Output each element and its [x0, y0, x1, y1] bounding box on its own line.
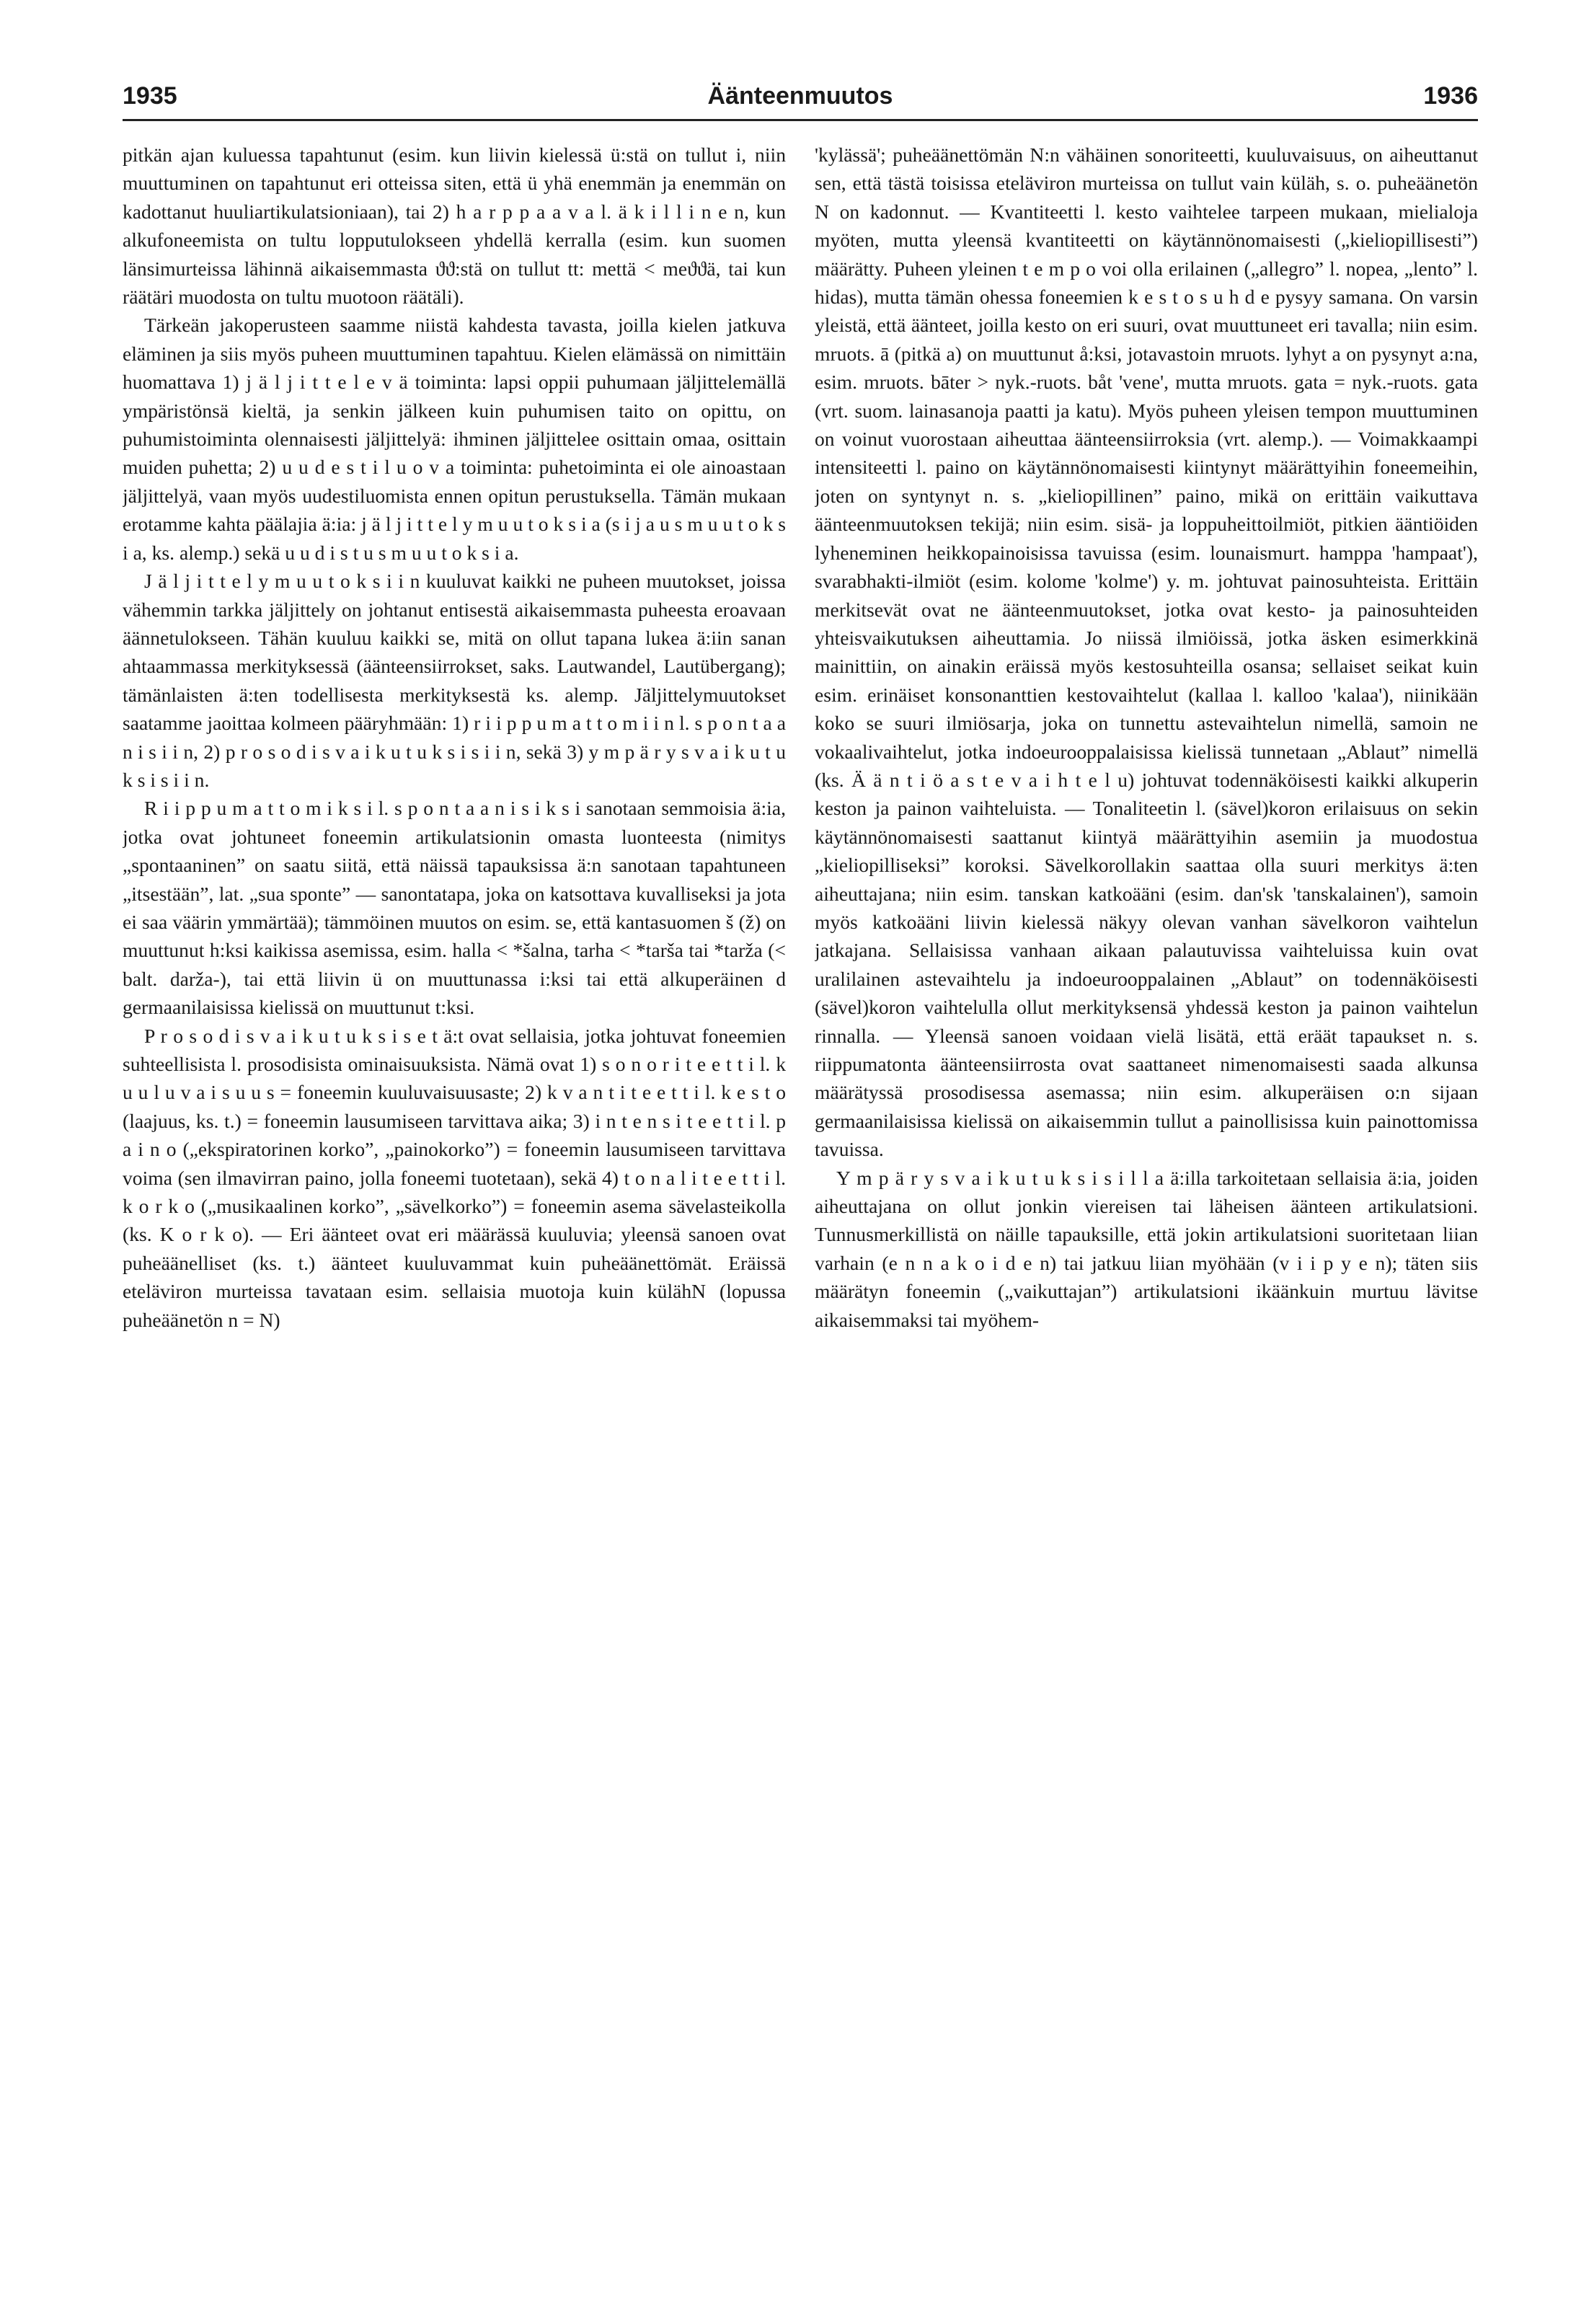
paragraph: R i i p p u m a t t o m i k s i l. s p o n t a a n i s i k s i sanotaan semmoisia ä:ia, jotka ovat johtuneet foneemin artikulatsionin omasta luonteesta (nimitys „spontaaninen” on saatu siitä, että näissä tapauksissa ä:n sanotaan tapahtuneen „itsestään”, lat. „sua sponte” — sanontatapa, joka on katsottava kuvalliseksi ja jota ei saa väärin ymmärtää); tämmöinen muutos on esim. se, että kantasuomen š (ž) on muuttunut h:ksi kaikissa asemissa, esim. halla < *šalna, tarha < *tarša tai *tarža (< balt. darža-), tai että liivin ü on muuttunassa i:ksi tai että alkuperäinen d germaanilaisissa kielissä on muuttunut t:ksi. — [123, 797, 786, 1019]
paragraph: Tärkeän jakoperusteen saamme niistä kahdesta tavasta, joilla kielen jatkuva eläminen ja siis myös puheen muuttuminen tapahtuu. Kielen elämässä on nimittäin huomattava 1) j ä l j i t t e l e v ä toiminta: lapsi oppii puhumaan jäljittelemällä ympäristönsä kieltä, ja senkin jälkeen kuin puhumisen taito on opittu, on puhumistoiminta olennaisesti jäljittelyä: ihminen jäljittelee osittain omaa, osittain muiden puhetta; 2) u u d e s t i l u o v a toiminta: puhetoiminta ei ole ainoastaan jäljittelyä, vaan myös uudestiluomista ennen opitun perustuksella. Tämän mukaan erotamme kahta päälajia ä:ia: j ä l j i t t e l y m u u t o k s i a (s i j a u s m u u t o k s i a, ks. alemp.) sekä u u d i s t u s m u u t o k s i a. — [123, 314, 786, 564]
page-header — [123, 82, 1478, 124]
header-rule — [123, 119, 1478, 121]
left-column — [123, 141, 786, 2297]
page-number-left: 1935 — [123, 82, 177, 110]
entry-title: Äänteenmuutos — [707, 82, 893, 110]
paragraph: J ä l j i t t e l y m u u t o k s i i n kuuluvat kaikki ne puheen muutokset, joissa vähemmin tarkka jäljittely on johtanut entisestä aikaisemmasta puheesta eroavaan äännetulokseen. Tähän kuuluu kaikki se, mitä on ollut tapana lukea ä:iin sanan ahtaammassa merkityksessä (äänteensiirrokset, saks. Lautwandel, Lautübergang); tämänlaisten ä:ten todellisesta merkityksestä ks. alemp. Jäljittelymuutokset saatamme jaoittaa kolmeen pääryhmään: 1) r i i p p u m a t t o m i i n l. s p o n t a a n i s i i n, 2) p r o s o d i s v a i k u t u k s i s i i n, sekä 3) y m p ä r y s v a i k u t u k s i s i i n. — [123, 570, 786, 791]
paragraph: P r o s o d i s v a i k u t u k s i s e t ä:t ovat sellaisia, jotka johtuvat foneemien suhteellisista l. prosodisista ominaisuuksista. Nämä ovat 1) s o n o r i t e e t t i l. k u u l u v a i s u u s = foneemin kuuluvaisuusaste; 2) k v a n t i t e e t t i l. k e s t o (laajuus, ks. t.) = foneemin lausumiseen tarvittava aika; 3) i n t e n s i t e e t t i l. p a i n o („ekspiratorinen korko”, „painokorko”) = foneemin lausumiseen tarvittava voima (sen ilmavirran paino, jolla foneemi tuotetaan), sekä 4) t o n a l i t e e t t i l. k o r k o („musikaalinen korko”, „sävelkorko”) = foneemin asema sävelasteikolla (ks. K o r k o). — Eri äänteet ovat eri määrässä kuuluvia; yleensä sanoen ovat puheäänelliset (ks. t.) äänteet kuuluvammat kuin puheäänettömät. Eräissä eteläviron murteissa tavataan esim. sellaisia muotoja kuin külähN (lopussa puheäänetön n = N) — [123, 1024, 786, 1331]
paragraph: Y m p ä r y s v a i k u t u k s i s i l l a ä:illa tarkoitetaan sellaisia ä:ia, joiden aiheuttajana on ollut jonkin viereisen tai läheisen äänteen artikulatsioni. Tunnusmerkillistä on näille tapauksille, että jokin artikulatsioni suoritetaan liian varhain (e n n a k o i d e n) tai jatkuu liian myöhään (v i i p y e n); täten siis määrätyn foneemin („vaikuttajan”) artikulatsioni ikäänkuin murtuu lävitse aikaisemmaksi tai myöhem- — [815, 1166, 1478, 1331]
paragraph: 'kylässä'; puheäänettömän N:n vähäinen sonoriteetti, kuuluvaisuus, on aiheuttanut sen, että tästä toisissa eteläviron murteissa on tullut vain küläh, s. o. puheäänetön N on kadonnut. — Kvantiteetti l. kesto vaihtelee tarpeen mukaan, mielialoja myöten, mutta yleensä kvantiteetti on käytännönomaisesti („kieliopillisesti”) määrätty. Puheen yleinen t e m p o voi olla erilainen („allegro” l. nopea, „lento” l. hidas), mutta tämän ohessa foneemien k e s t o s u h d e pysyy samana. On varsin yleistä, että äänteet, joilla kesto on eri suuri, ovat muuttuneet eri tavalla; niin esim. mruots. ā (pitkä a) on muuttunut å:ksi, jotavastoin mruots. lyhyt a on pysynyt a:na, esim. mruots. bāter > nyk.-ruots. båt 'vene', mutta mruots. gata = nyk.-ruots. gata (vrt. suom. lainasanoja paatti ja katu). Myös puheen yleisen tempon muuttuminen on voinut vuorostaan aiheuttaa äänteensiirroksia (vrt. alemp.). — Voimakkaampi intensiteetti l. paino on käytännönomaisesti kiintynyt määrättyihin foneemeihin, joten on syntynyt n. s. „kieliopillinen” paino, mikä on erittäin vaikuttava äänteenmuutoksen tekijä; niin esim. sisä- ja loppuheittoilmiöt, pitkien ääntiöiden lyheneminen heikkopainoisissa tavuissa (esim. lounaismurt. hamppa 'hampaat'), svarabhakti-ilmiöt (esim. kolome 'kolme') y. m. johtuvat painosuhteista. Erittäin merkitsevät ovat ne äänteenmuutokset, jotka ovat kesto- ja painosuhteiden yhteisvaikutuksen aiheuttamia. Jo niissä ilmiöissä, jotka äsken esimerkkinä mainittiin, on ainakin eräissä myös kestosuhteilla osansa; sellaiset seikat kuin esim. erinäiset konsonanttien kestovaihtelut (kallaa l. kalloo 'kalaa'), niinikään koko se suuri ilmiösarja, joka on tunnettu astevaihtelun nimellä, samoin ne vokaalivaihtelut, jotka indoeurooppalaisissa kielissä tunnetaan „Ablaut” nimellä (ks. Ä ä n t i ö a s t e v a i h t e l u) johtuvat todennäköisesti kaikki alkuperin keston ja painon vaihteluista. — Tonaliteetin l. (sävel)koron erilaisuus on sekin käytännönomaisesti saattanut kiintyä määrättyihin asemiin ja muodostua „kieliopilliseksi” koroksi. Sävelkorollakin saattaa olla suuri merkitys ä:ten aiheuttajana; niin esim. tanskan katkoääni (esim. dan'sk 'tanskalainen'), samoin myös katkoääni liivin kielessä näkyy olevan vanhan sävelkoron vaihtelun jatkajana. Sellaisissa vanhaan aikaan palautuvissa vaihteluissa kuin ovat uralilainen astevaihtelu ja indoeurooppalainen „Ablaut” on todennäköisesti (sävel)koron vaihtelulla ollut merkityksensä yhdessä keston ja painon vaihtelun rinnalla. — Yleensä sanoen voidaan vielä lisätä, että eräät tapaukset n. s. riippumatonta äänteensiirrosta ovat saattaneet nimenomaisesti saada alkunsa määrätyssä prosodisessa asemassa; niin esim. alkuperäisen o:n sijaan germaanilaisissa kielissä on aikaisemmin tullut a painollisissa kuin painottomissa tavuissa. — [815, 143, 1478, 1161]
paragraph: pitkän ajan kuluessa tapahtunut (esim. kun liivin kielessä ü:stä on tullut i, niin muuttuminen on tapahtunut eri otteissa siten, että ü yhä enemmän ja enemmän on kadottanut huuliartikulatsioniaan), tai 2) h a r p p a a v a l. ä k i l l i n e n, kun alkufoneemista on tultu lopputulokseen yhdellä kerralla (esim. kun suomen länsimurteissa lähinnä aikaisemmasta ϑϑ:stä on tullut tt: mettä < meϑϑä, tai kun räätäri muodosta on tultu muotoon räätäli). — [123, 143, 786, 309]
right-column — [815, 141, 1478, 2297]
page-number-right: 1936 — [1423, 82, 1478, 110]
